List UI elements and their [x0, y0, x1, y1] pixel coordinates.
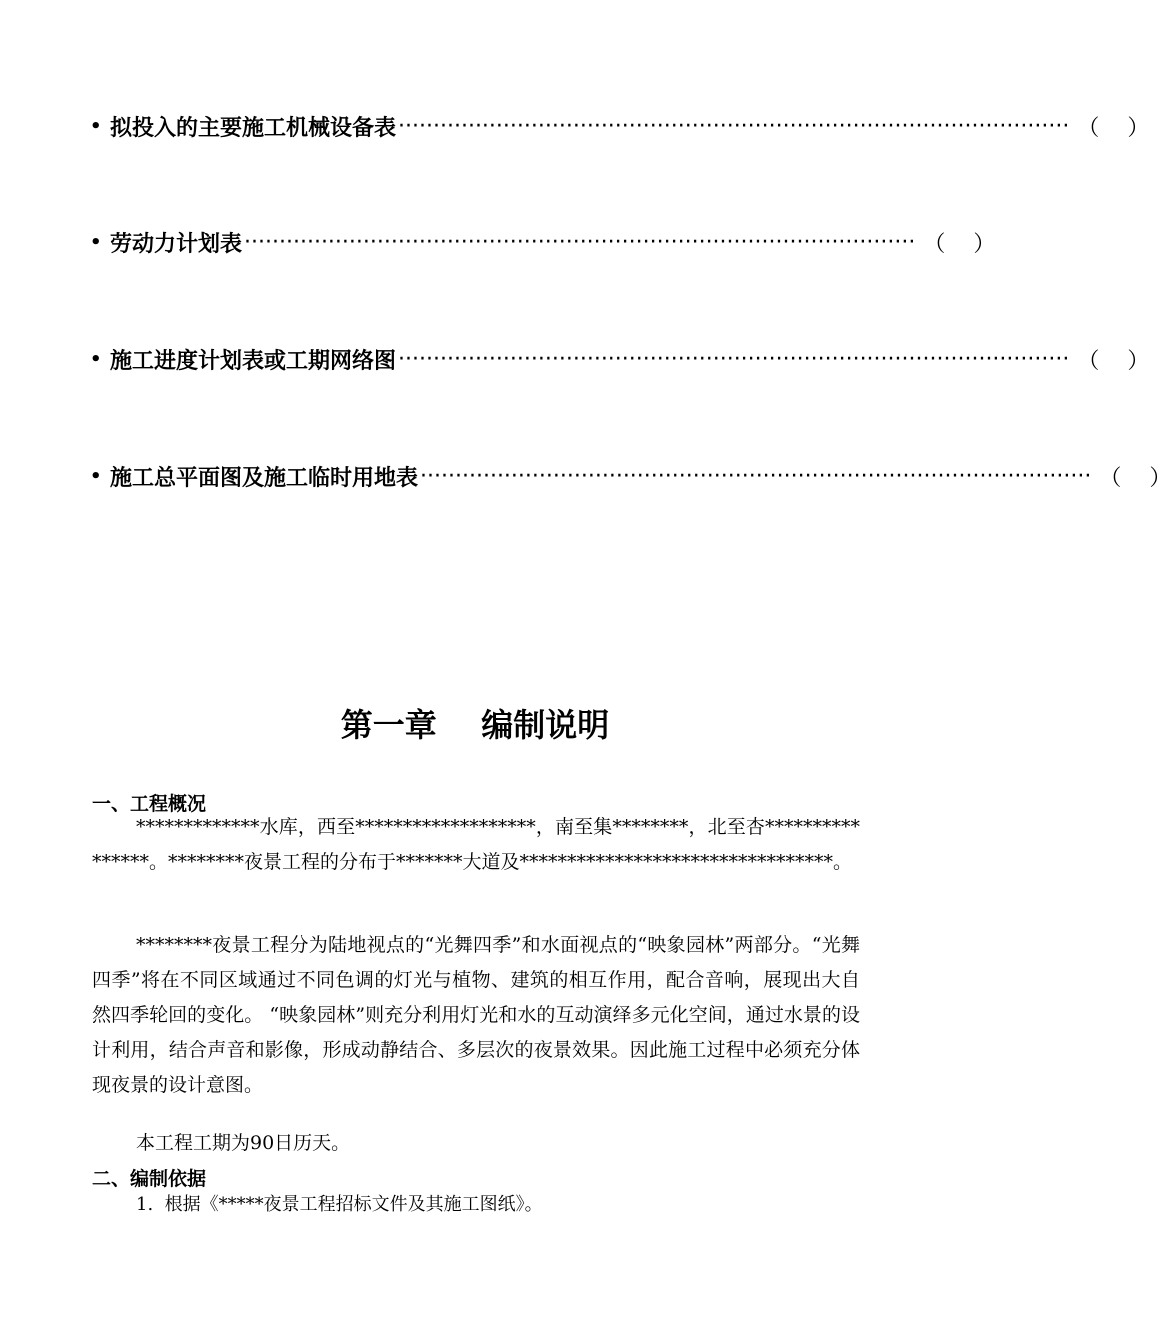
- toc-item-label: 施工总平面图及施工临时用地表: [110, 465, 419, 491]
- toc-item-label: 拟投入的主要施工机械设备表: [110, 115, 397, 141]
- toc-dot-leader: ································································································: [398, 346, 1070, 372]
- basis-list-item: 1. 根据《*****夜景工程招标文件及其施工图纸》。: [136, 1194, 543, 1215]
- toc-item-machinery: [90, 108, 1150, 144]
- toc-item-labor: [90, 224, 996, 260]
- overview-paragraph-location: *************水库，西至*******************，南至集********，北至杏****************。********夜景工程的分布于*******大道及*********************************。: [92, 816, 860, 873]
- overview-paragraph-duration: 本工程工期为90日历天。: [136, 1132, 351, 1154]
- bullet-icon: •: [90, 115, 102, 137]
- section-heading-basis: 二、编制依据: [92, 1168, 207, 1190]
- toc-item-label: 施工进度计划表或工期网络图: [110, 348, 397, 374]
- toc-item-site-plan: [90, 458, 1171, 494]
- bullet-icon: •: [90, 348, 102, 370]
- toc-page-number: （ ）: [1077, 348, 1150, 374]
- toc-dot-leader: ································································································: [398, 113, 1070, 139]
- toc-dot-leader: ································································································: [244, 229, 916, 255]
- chapter-title: 第一章 编制说明: [340, 706, 610, 744]
- toc-dot-leader: ································································································: [420, 463, 1092, 489]
- toc-page-number: （ ）: [923, 231, 996, 257]
- bullet-icon: •: [90, 465, 102, 487]
- toc-item-schedule: [90, 341, 1150, 377]
- overview-paragraph-description: ********夜景工程分为陆地视点的“光舞四季”和水面视点的“映象园林”两部分。“光舞四季”将在不同区域通过不同色调的灯光与植物、建筑的相互作用，配合音响，展现出大自然四季轮回的变化。 “映象园林”则充分利用灯光和水的互动演绎多元化空间，通过水景的设计利用，结合声音和影像，形成动静结合、多层次的夜景效果。因此施工过程中必须充分体现夜景的设计意图。: [92, 934, 860, 1096]
- toc-item-label: 劳动力计划表: [110, 231, 243, 257]
- toc-page-number: （ ）: [1077, 115, 1150, 141]
- section-heading-overview: 一、工程概况: [92, 793, 207, 815]
- toc-page-number: （ ）: [1099, 465, 1171, 491]
- bullet-icon: •: [90, 231, 102, 253]
